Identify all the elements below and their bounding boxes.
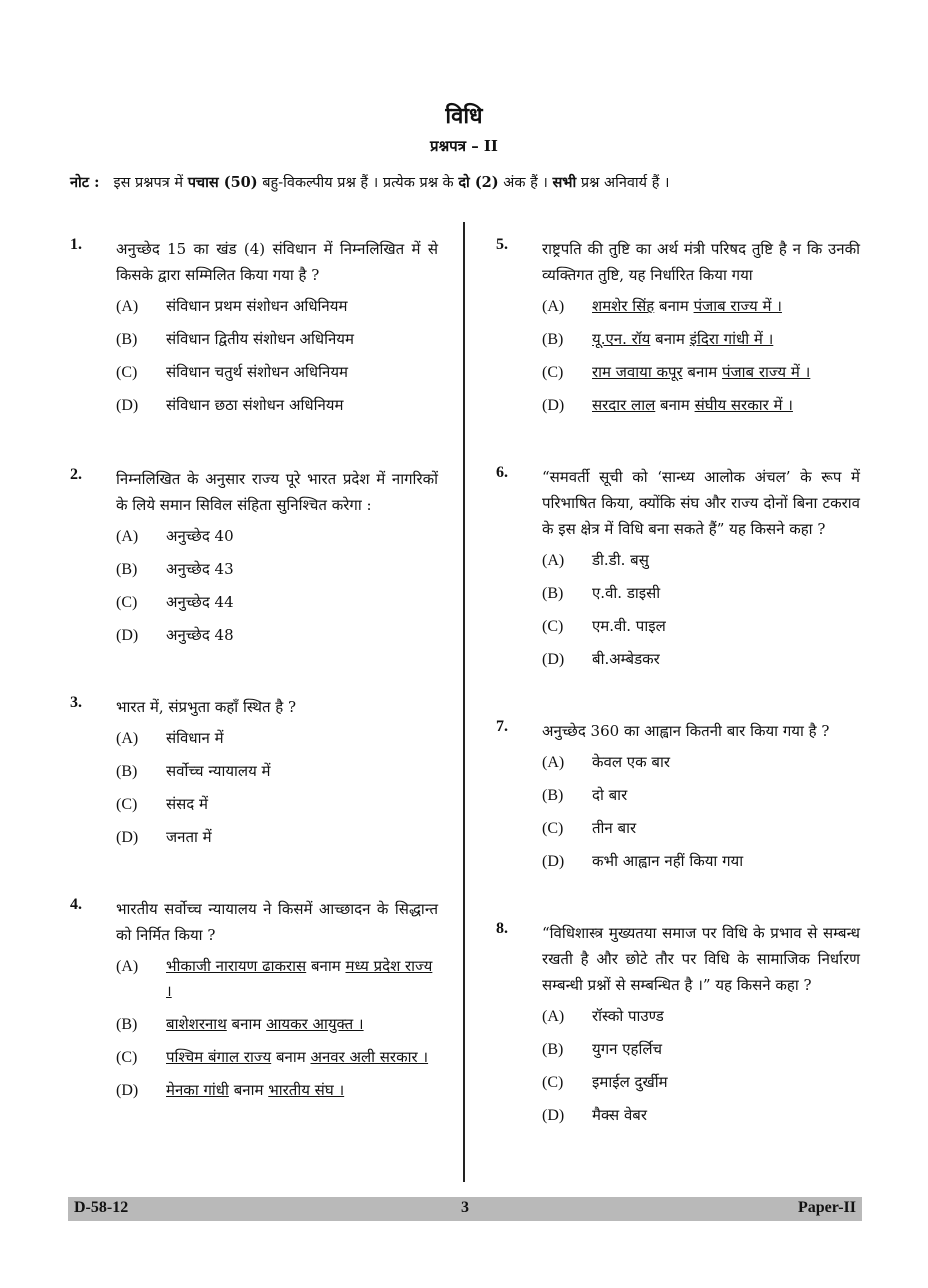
option-label: (B) [116, 331, 138, 348]
option [116, 759, 438, 784]
option-text: बनाम [306, 957, 346, 975]
right-column [496, 236, 860, 1136]
option [116, 360, 438, 385]
option-label: (C) [116, 364, 138, 381]
option-text: संविधान प्रथम संशोधन अधिनियम [166, 297, 348, 315]
option-label: (D) [542, 853, 565, 870]
question-text: निम्नलिखित के अनुसार राज्य पूरे भारत प्रदेश में नागरिकों के लिये समान सिविल संहिता सुनिश्चित करेगा : [116, 470, 438, 514]
option-label: (B) [542, 331, 564, 348]
option-text: संविधान द्वितीय संशोधन अधिनियम [166, 330, 354, 348]
column-divider [463, 222, 465, 1182]
option-text: अनवर अली सरकार । [310, 1048, 429, 1066]
note-all: सभी [552, 174, 577, 191]
options-list [542, 750, 860, 874]
question-number: 6. [496, 464, 508, 481]
option [542, 393, 860, 418]
option-text: इमाईल दुर्खीम [592, 1073, 668, 1091]
option-label: (D) [116, 627, 139, 644]
option-text: अनुच्छेद 40 [166, 527, 234, 545]
option-label: (A) [542, 754, 565, 771]
option-label: (B) [116, 561, 138, 578]
option-label: (C) [542, 820, 564, 837]
option-text: पश्चिम बंगाल राज्य [166, 1048, 272, 1066]
option-label: (C) [116, 796, 138, 813]
option [542, 294, 860, 319]
option [116, 825, 438, 850]
option [542, 1037, 860, 1062]
option-label: (D) [542, 651, 565, 668]
paper-subtitle: प्रश्नपत्र – II [430, 137, 498, 155]
option-text: बाशेशरनाथ [166, 1015, 227, 1033]
options-list [116, 954, 438, 1103]
option-text: अनुच्छेद 43 [166, 560, 234, 578]
note-marks: दो (2) [458, 174, 499, 191]
option-label: (A) [542, 1008, 565, 1025]
note-text-3: अंक हैं । [498, 175, 553, 191]
option-text: केवल एक बार [592, 753, 670, 771]
option-label: (D) [116, 829, 139, 846]
option [542, 548, 860, 573]
option-label: (A) [116, 730, 139, 747]
option-text: ए.वी. डाइसी [592, 584, 661, 602]
option [116, 294, 438, 319]
left-column [70, 236, 438, 1111]
page-number: 3 [461, 1199, 469, 1216]
question [496, 464, 860, 672]
option-text: सरदार लाल [592, 396, 656, 414]
option-text: भीकाजी नारायण ढाकरास [166, 957, 307, 975]
options-list [542, 294, 860, 418]
option-label: (B) [116, 763, 138, 780]
option-label: (B) [542, 1041, 564, 1058]
option [116, 1045, 438, 1070]
option [542, 647, 860, 672]
question-text: “विधिशास्त्र मुख्यतया समाज पर विधि के प्रभाव से सम्बन्ध रखती है और छोटे तौर पर विधि के सामाजिक निर्धारण सम्बन्धी प्रश्नों से सम्बन्धित है ।” यह किसने कहा ? [542, 924, 860, 994]
option-text: भारतीय संघ । [268, 1081, 345, 1099]
option-text: अनुच्छेद 44 [166, 593, 234, 611]
option [542, 1070, 860, 1095]
option-label: (C) [116, 594, 138, 611]
option [542, 750, 860, 775]
question [70, 896, 438, 1103]
option-text: इंदिरा गांधी में । [689, 330, 774, 348]
option-label: (C) [116, 1049, 138, 1066]
option-text: संघीय सरकार में । [694, 396, 793, 414]
option [116, 327, 438, 352]
option [542, 1103, 860, 1128]
option-text: डी.डी. बसु [592, 551, 649, 569]
option [542, 614, 860, 639]
options-list [542, 1004, 860, 1128]
page-footer [68, 1197, 862, 1221]
question-text: “समवर्ती सूची को ‘सान्ध्य आलोक अंचल’ के रूप में परिभाषित किया, क्योंकि संघ और राज्य दोनों बिना टकराव के इस क्षेत्र में विधि बना सकते हैं” यह किसने कहा ? [542, 468, 860, 538]
option [542, 816, 860, 841]
page-title: विधि [445, 103, 483, 129]
option [116, 393, 438, 418]
option-text: संविधान चतुर्थ संशोधन अधिनियम [166, 363, 348, 381]
option-text: शमशेर सिंह [592, 297, 655, 315]
question-number: 8. [496, 920, 508, 937]
option-label: (A) [116, 958, 139, 975]
option-text: तीन बार [592, 819, 637, 837]
question [70, 236, 438, 418]
option [542, 360, 860, 385]
option [116, 557, 438, 582]
option-text: पंजाब राज्य में । [693, 297, 782, 315]
option-text: मेनका गांधी [166, 1081, 229, 1099]
option-label: (A) [542, 298, 565, 315]
option-text: बनाम [228, 1081, 269, 1099]
option [116, 1012, 438, 1037]
paper-code: D-58-12 [74, 1199, 129, 1216]
option [116, 623, 438, 648]
question-text: भारत में, संप्रभुता कहाँ स्थित है ? [116, 698, 297, 716]
option-text: बी.अम्बेडकर [592, 650, 660, 668]
option-text: रॉस्को पाउण्ड [592, 1007, 664, 1025]
option [116, 726, 438, 751]
options-list [542, 548, 860, 672]
option-text: यू.एन. रॉय [592, 330, 651, 348]
option-text: राम जवाया कपूर [592, 363, 683, 381]
option-text: सर्वोच्च न्यायालय में [166, 762, 271, 780]
question [496, 920, 860, 1128]
option [116, 1078, 438, 1103]
option-label: (A) [116, 298, 139, 315]
question [70, 466, 438, 648]
option-label: (D) [542, 397, 565, 414]
question-number: 5. [496, 236, 508, 253]
question [496, 236, 860, 418]
option-text: बनाम [650, 330, 690, 348]
option-text: अनुच्छेद 48 [166, 626, 234, 644]
option-label: (C) [542, 618, 564, 635]
option-label: (C) [542, 1074, 564, 1091]
option [542, 327, 860, 352]
options-list [116, 524, 438, 648]
option-text: बनाम [226, 1015, 267, 1033]
option-text: संसद में [166, 795, 208, 813]
option-text: पंजाब राज्य में । [721, 363, 811, 381]
option-label: (B) [542, 585, 564, 602]
question-text: अनुच्छेद 360 का आह्वान कितनी बार किया गया है ? [542, 722, 830, 740]
option-text: कभी आह्वान नहीं किया गया [592, 852, 744, 870]
note-text-4: प्रश्न अनिवार्य हैं । [576, 175, 670, 191]
option-label: (D) [116, 397, 139, 414]
question-number: 1. [70, 236, 82, 253]
option [542, 849, 860, 874]
option [542, 783, 860, 808]
option-text: जनता में [166, 828, 212, 846]
option-text: दो बार [592, 786, 628, 804]
option [116, 792, 438, 817]
option [116, 954, 438, 1004]
question-number: 4. [70, 896, 82, 913]
option-label: (B) [542, 787, 564, 804]
option-text: बनाम [271, 1048, 311, 1066]
option-text: बनाम [682, 363, 722, 381]
options-list [116, 294, 438, 418]
note-count: पचास (50) [187, 174, 258, 191]
option-text: बनाम [654, 297, 694, 315]
question-number: 2. [70, 466, 82, 483]
option-label: (C) [542, 364, 564, 381]
option-text: युगन एहर्लिच [592, 1040, 663, 1058]
option-label: (A) [116, 528, 139, 545]
option-label: (A) [542, 552, 565, 569]
option [116, 524, 438, 549]
option-text: बनाम [655, 396, 695, 414]
option-label: (B) [116, 1016, 138, 1033]
option-text: आयकर आयुक्त । [266, 1015, 364, 1033]
instructions-note [70, 172, 870, 192]
option-text: मैक्स वेबर [592, 1106, 648, 1124]
option-label: (D) [116, 1082, 139, 1099]
question-number: 3. [70, 694, 82, 711]
question [70, 694, 438, 850]
note-text-1: इस प्रश्नपत्र में [113, 175, 188, 191]
options-list [116, 726, 438, 850]
option-text: एम.वी. पाइल [592, 617, 666, 635]
option [542, 581, 860, 606]
question [496, 718, 860, 874]
option [116, 590, 438, 615]
note-text-2: बहु-विकल्पीय प्रश्न हैं । प्रत्येक प्रश्न के [257, 175, 459, 191]
option [542, 1004, 860, 1029]
option-text: संविधान छठा संशोधन अधिनियम [166, 396, 344, 414]
question-text: राष्ट्रपति की तुष्टि का अर्थ मंत्री परिषद तुष्टि है न कि उनकी व्यक्तिगत तुष्टि, यह निर्धारित किया गया [542, 240, 860, 284]
paper-label: Paper-II [797, 1199, 856, 1216]
question-text: भारतीय सर्वोच्च न्यायालय ने किसमें आच्छादन के सिद्धान्त को निर्मित किया ? [116, 900, 438, 944]
option-label: (D) [542, 1107, 565, 1124]
option-text: मध्य प्रदेश राज्य । [166, 957, 433, 1000]
question-number: 7. [496, 718, 508, 735]
option-text: संविधान में [166, 729, 224, 747]
note-label: नोट : [70, 174, 100, 191]
question-text: अनुच्छेद 15 का खंड (4) संविधान में निम्नलिखित में से किसके द्वारा सम्मिलित किया गया है ? [116, 240, 438, 284]
